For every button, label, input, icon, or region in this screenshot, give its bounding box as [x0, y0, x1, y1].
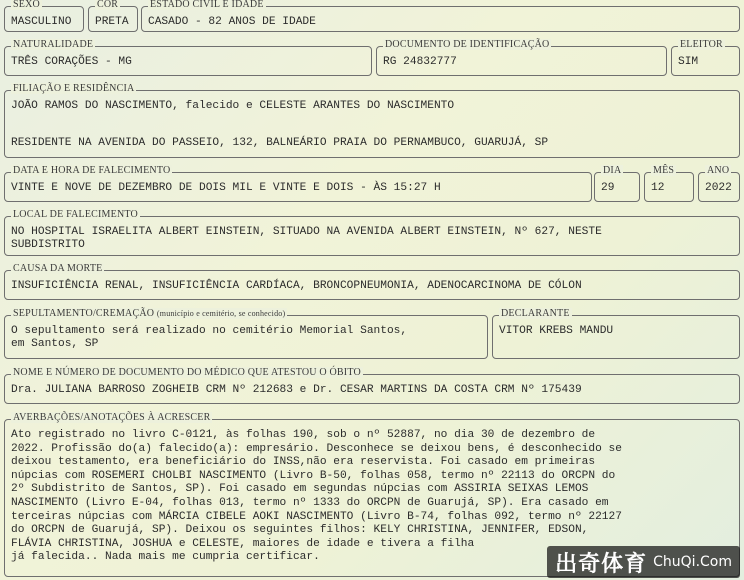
field-cor — [88, 0, 138, 32]
value-medico: Dra. JULIANA BARROSO ZOGHEIB CRM Nº 212683 e Dr. CESAR MARTINS DA COSTA CRM Nº 175439 — [11, 384, 582, 396]
value-filiacao-residence: RESIDENTE NA AVENIDA DO PASSEIO, 132, BALNEÁRIO PRAIA DO PERNAMBUCO, GUARUJÁ, SP — [11, 137, 549, 149]
value-eleitor: SIM — [678, 56, 699, 68]
value-local-falecimento: NO HOSPITAL ISRAELITA ALBERT EINSTEIN, SITUADO NA AVENIDA ALBERT EINSTEIN, Nº 627, NESTE SUBDISTRITO — [11, 226, 602, 251]
value-documento: RG 24832777 — [383, 56, 457, 68]
field-dia — [594, 165, 640, 202]
field-mes — [644, 165, 694, 202]
value-estado-civil: CASADO - 82 ANOS DE IDADE — [148, 16, 316, 28]
field-causa-morte — [4, 263, 740, 300]
value-mes: 12 — [651, 182, 665, 194]
field-ano — [698, 165, 740, 202]
label-dia: DIA — [603, 165, 622, 176]
value-declarante: VITOR KREBS MANDU — [499, 325, 614, 337]
label-sepultamento-note: (município e cemitério, se conhecido) — [156, 309, 286, 318]
field-naturalidade — [4, 39, 372, 76]
value-cor: PRETA — [95, 16, 129, 28]
label-estado-civil: ESTADO CIVIL E IDADE — [150, 0, 264, 10]
label-eleitor: ELEITOR — [680, 39, 723, 50]
label-ano: ANO — [707, 165, 730, 176]
value-ano: 2022 — [705, 182, 732, 194]
field-data-hora — [4, 165, 592, 202]
field-estado-civil — [141, 0, 740, 32]
label-averbacoes: AVERBAÇÕES/ANOTAÇÕES À ACRESCER — [13, 412, 211, 423]
label-causa-morte: CAUSA DA MORTE — [13, 263, 103, 274]
label-mes: MÊS — [653, 165, 675, 176]
watermark-logo-text: 出奇体育 — [555, 551, 648, 577]
label-sepultamento — [11, 308, 287, 319]
field-eleitor — [671, 39, 740, 76]
field-documento — [376, 39, 667, 76]
label-data-hora: DATA E HORA DE FALECIMENTO — [13, 165, 171, 176]
label-documento: DOCUMENTO DE IDENTIFICAÇÃO — [385, 39, 550, 50]
field-local-falecimento — [4, 209, 740, 256]
label-sepultamento-text: SEPULTAMENTO/CREMAÇÃO — [13, 308, 155, 319]
field-sepultamento — [4, 308, 488, 359]
label-filiacao: FILIAÇÃO E RESIDÊNCIA — [13, 83, 135, 94]
field-sexo — [4, 0, 84, 32]
field-medico — [4, 367, 740, 404]
label-naturalidade: NATURALIDADE — [13, 39, 94, 50]
field-filiacao — [4, 83, 740, 158]
value-sexo: MASCULINO — [11, 16, 72, 28]
label-local-falecimento: LOCAL DE FALECIMENTO — [13, 209, 138, 220]
value-data-hora: VINTE E NOVE DE DEZEMBRO DE DOIS MIL E VINTE E DOIS - ÀS 15:27 H — [11, 182, 441, 194]
watermark-logo — [547, 546, 740, 578]
label-cor: COR — [97, 0, 119, 10]
value-filiacao-parents: JOÃO RAMOS DO NASCIMENTO, falecido e CELESTE ARANTES DO NASCIMENTO — [11, 100, 455, 112]
label-sexo: SEXO — [13, 0, 40, 10]
value-naturalidade: TRÊS CORAÇÕES - MG — [11, 56, 132, 68]
value-averbacoes: Ato registrado no livro C-0121, às folhas 190, sob o nº 52887, no dia 30 de dezembro de 2022. Profissão do(a) falecido(a): empresário. Desconhece se deixou bens, é desconhecido se deixou testamento, era beneficiário do INSS,não era reservista. Foi casado em primeiras núpcias com ROSEMERI CHOLBI NASCIMENTO (Livro B-50, folhas 058, termo nº 22113 do ORCPN do 2º Subdistrito de Santos, SP). Foi casado em segundas núpcias com ASSIRIA SEIXAS LEMOS NASCIMENTO (Livro E-04, folhas 013, termo nº 1333 do ORCPN de Guarujá, SP). Era casado em terceiras núpcias com MÁRCIA CIBELE AOKI NASCIMENTO (Livro B-74, folhas 092, termo nº 22127 do ORCPN de Guarujá, SP). Deixou os seguintes filhos: KELY CHRISTINA, JENNIFER, EDSON, FLÁVIA CHRISTINA, JOSHUA e CELESTE, maiores de idade e tivera a filha já falecida.. Nada mais me cumpria certificar. — [11, 429, 622, 564]
label-medico: NOME E NÚMERO DE DOCUMENTO DO MÉDICO QUE ATESTOU O ÓBITO — [13, 367, 361, 378]
value-dia: 29 — [601, 182, 615, 194]
label-declarante: DECLARANTE — [501, 308, 570, 319]
value-sepultamento: O sepultamento será realizado no cemitério Memorial Santos, em Santos, SP — [11, 325, 408, 350]
value-causa-morte: INSUFICIÊNCIA RENAL, INSUFICIÊNCIA CARDÍACA, BRONCOPNEUMONIA, ADENOCARCINOMA DE CÓLON — [11, 280, 582, 292]
field-declarante — [492, 308, 740, 359]
watermark-site-text: ChuQi.Com — [653, 554, 732, 570]
